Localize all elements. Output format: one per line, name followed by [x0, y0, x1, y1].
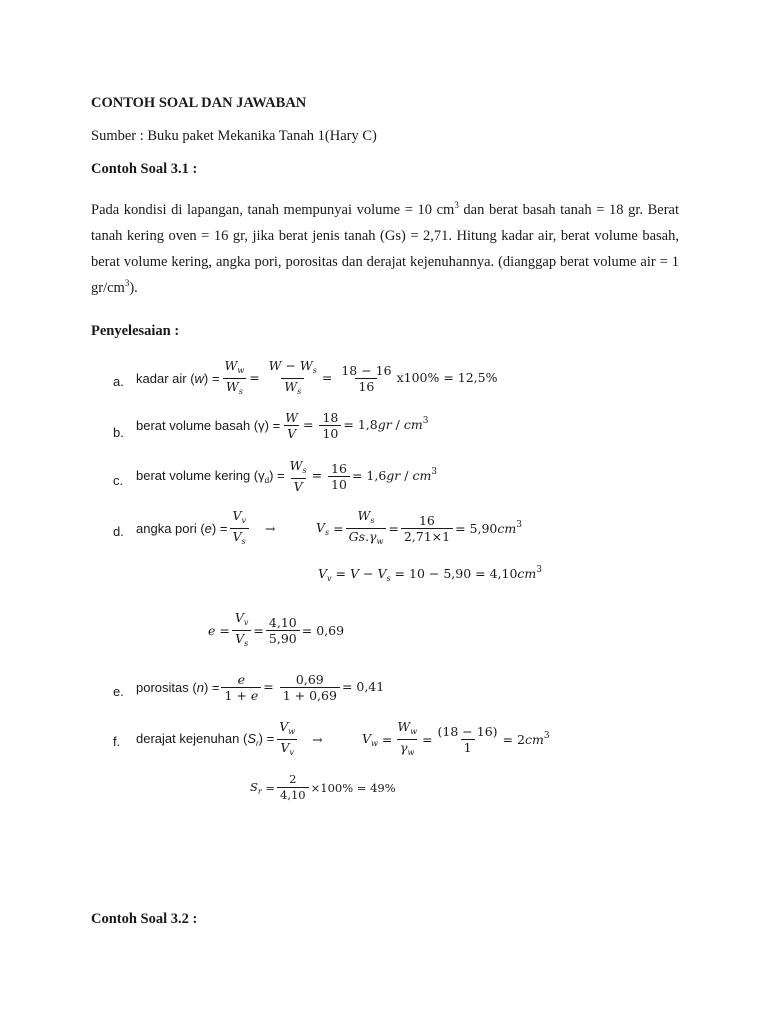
item-d-equation-1: angka pori (e) = $\frac{V_v}{V_s}$ →	[136, 508, 275, 549]
item-f-sr-equation: $S_r$ = $\frac{2}{4,10}$ ×100% = 49%	[250, 772, 396, 802]
source-line: Sumber : Buku paket Mekanika Tanah 1(Hary C)	[91, 128, 377, 144]
item-f-equation-1: derajat kejenuhan $(S_r)$ = $\frac{V_w}{V_v}$ →	[136, 719, 323, 760]
item-f-marker: f.	[113, 734, 121, 749]
item-f-vw-equation: $V_w$ = $W_w$ $\gamma_w$ = $\frac{(18 - 16)}{1}$ = $2cm^3$	[362, 719, 550, 760]
item-d-vs-equation: $V_s$ = $W_s$ $Gs.\gamma_w$ = $\frac{16}{2,71\times 1}$ = $5,90cm^3$	[316, 508, 522, 549]
item-c-equation: berat volume kering $(\gamma_d)$ = $\frac{W_s}{V}$ = $\frac{16}{10}$ = $1,6gr / cm^3$	[136, 458, 438, 494]
document-title: CONTOH SOAL DAN JAWABAN	[91, 95, 307, 111]
item-c-marker: c.	[113, 473, 124, 488]
item-e-marker: e.	[113, 684, 124, 699]
item-d-marker: d.	[113, 524, 124, 539]
item-b-equation: berat volume basah (γ) = $\frac{W}{V}$ = $\frac{18}{10}$ = $1,8gr / cm^3$	[136, 410, 429, 441]
item-d-e-equation: e = $V_v$ $V_s$ = $\frac{4,10}{5,90}$ = 0,69	[208, 610, 344, 651]
item-b-label: berat volume basah (γ) =	[136, 418, 281, 433]
problem-paragraph: Pada kondisi di lapangan, tanah mempunyai volume = 10 $cm^3$ dan berat basah tanah = 18 gr. Berat tanah kering oven = 16 gr, jika berat jenis tanah (Gs) = 2,71. Hitung kadar air, berat volume basah, berat volume kering, angka pori, porositas dan derajat kejenuhannya. (dianggap berat volume air = 1 $gr/cm^3$).	[91, 200, 679, 296]
arrow-icon: →	[312, 732, 323, 747]
item-e-label: porositas (n) =	[136, 680, 220, 695]
item-f-label: derajat kejenuhan $(S_r)$ =	[136, 731, 275, 748]
item-e-equation: porositas (n) = $\frac{e}{1 + e}$ = $\frac{0,69}{1 + 0,69}$ = 0,41	[136, 672, 385, 703]
item-d-vv-equation: $V_v = V - V_s = 10 - 5,90 = 4,10cm^3$	[318, 565, 543, 583]
item-c-label: berat volume kering $(\gamma_d)$ =	[136, 467, 285, 485]
item-b-marker: b.	[113, 425, 124, 440]
solution-heading: Penyelesaian :	[91, 323, 180, 339]
item-a-equation: kadar air (w) = $\frac{W_w}{W_s}$ = $\frac{W - W_s}{W_s}$ = $\frac{18 - 16}{16}$ x100% = 12,5%	[136, 358, 497, 399]
item-a-label: kadar air (w) =	[136, 371, 220, 386]
item-a-marker: a.	[113, 374, 124, 389]
example-heading-3-2: Contoh Soal 3.2 :	[91, 911, 198, 927]
arrow-icon: →	[265, 521, 276, 536]
example-heading-3-1: Contoh Soal 3.1 :	[91, 161, 198, 177]
item-d-label: angka pori (e) =	[136, 521, 228, 536]
